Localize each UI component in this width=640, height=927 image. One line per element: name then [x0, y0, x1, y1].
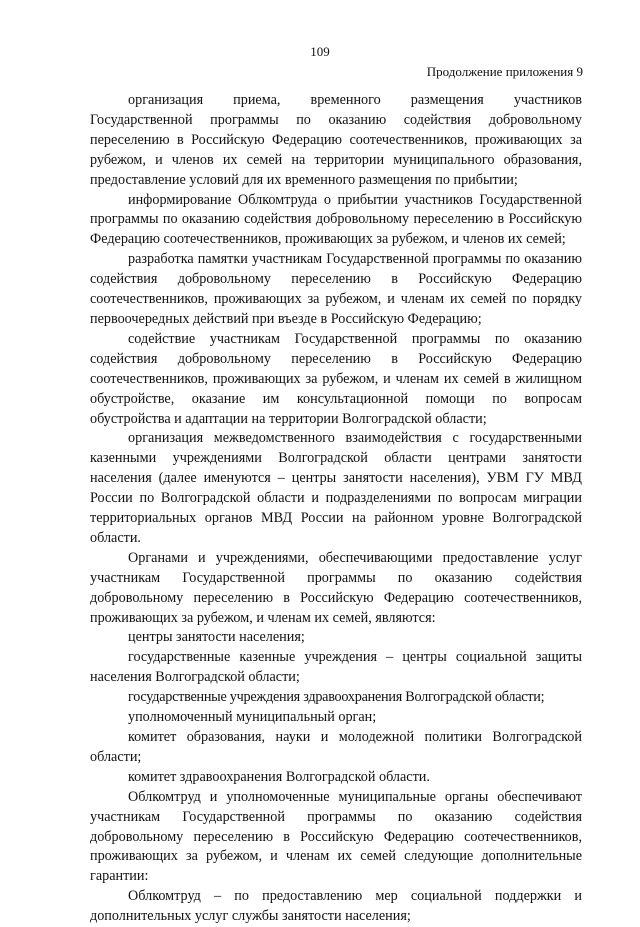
paragraph-temporary-accommodation: организация приема, временного размещения участников Государственной программы по оказанию содействия добровольному переселению в Российскую Федерацию соотечественников, проживающих за рубежом, и членов их семей на территории муниципального образования, предоставление условий для их временного размещения по прибытии;: [90, 92, 582, 188]
list-item-healthcare-institutions: государственные учреждения здравоохранения Волгоградской области;: [128, 689, 545, 706]
document-body: [90, 91, 582, 927]
appendix-continuation-note: Продолжение приложения 9: [426, 64, 583, 79]
paragraph-additional-guarantees: Облкомтруд и уполномоченные муниципальные органы обеспечивают участникам Государственной программы по оказанию содействия добровольному переселению в Российскую Федерацию соотечественников, проживающих за рубежом, и членам их семей следующие дополнительные гарантии:: [90, 788, 582, 885]
paragraph-informing-oblkomtrud: информирование Облкомтруда о прибытии участников Государственной программы по оказанию содействия добровольному переселению в Российскую Федерацию соотечественников, проживающих за рубежом, и членов их семей;: [90, 191, 582, 248]
paragraph-service-providers-intro: Органами и учреждениями, обеспечивающими предоставление услуг участникам Государственной программы по оказанию содействия добровольному переселению в Российскую Федерацию соотечественников, проживающих за рубежом, и членам их семей, являются:: [90, 549, 582, 626]
paragraph-housing-assistance: содействие участникам Государственной программы по оказанию содействия добровольному переселению в Российскую Федерацию соотечественников, проживающих за рубежом, и членам их семей в жилищном обустройстве, оказание им консультационной помощи по вопросам обустройства и адаптации на территории Волгоградской области;: [90, 330, 582, 427]
paragraph-memo-development: разработка памятки участникам Государственной программы по оказанию содействия добровольному переселению в Российскую Федерацию соотечественников, проживающих за рубежом, и членам их семей по порядку первоочередных действий при въезде в Российскую Федерацию;: [90, 251, 582, 327]
page-number: 109: [310, 44, 330, 59]
list-item-social-protection-centers: государственные казенные учреждения – центры социальной защиты населения Волгоградской области;: [90, 649, 582, 686]
list-item-employment-centers: центры занятости населения;: [128, 629, 305, 646]
list-item-healthcare-committee: комитет здравоохранения Волгоградской области.: [128, 768, 430, 785]
list-item-municipal-body: уполномоченный муниципальный орган;: [128, 709, 377, 726]
list-item-education-committee: комитет образования, науки и молодежной политики Волгоградской области;: [90, 729, 582, 765]
paragraph-oblkomtrud-support: Облкомтруд – по предоставлению мер социальной поддержки и дополнительных услуг службы занятости населения;: [90, 888, 582, 925]
paragraph-interagency-cooperation: организация межведомственного взаимодействия с государственными казенными учреждениями Волгоградской области центрами занятости населения (далее именуются – центры занятости населения), УВМ ГУ МВД России по Волгоградской области и подразделениями по вопросам миграции территориальных органов МВД России на районном уровне Волгоградской области.: [90, 430, 582, 546]
